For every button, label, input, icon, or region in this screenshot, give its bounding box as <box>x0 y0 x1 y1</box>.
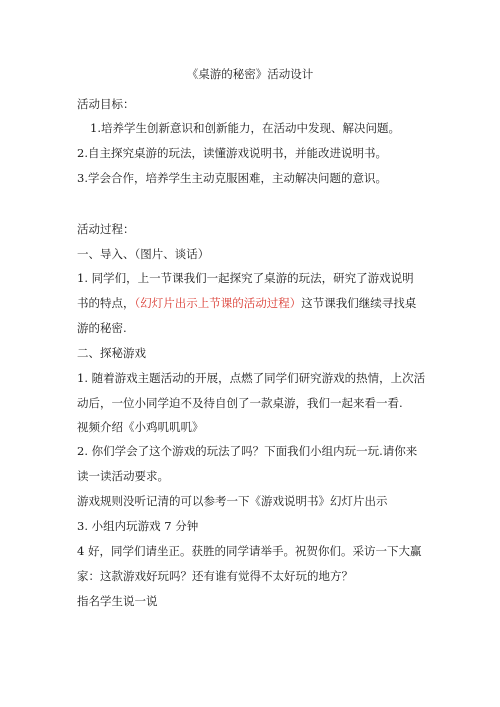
slide-note-highlight: （幻灯片出示上节课的活动过程） <box>134 296 302 310</box>
goals-heading: 活动目标： <box>77 97 135 111</box>
section2-para2-line1: 2. 你们学会了这个游戏的玩法了吗？下面我们小组内玩一玩.请你来 <box>77 444 418 458</box>
section2-rules-note: 游戏规则没听记清的可以参考一下《游戏说明书》幻灯片出示 <box>77 494 388 508</box>
section1-para1-line1: 1. 同学们，上一节课我们一起探究了桌游的玩法，研究了游戏说明 <box>77 271 414 285</box>
process-heading: 活动过程： <box>77 222 135 236</box>
goal-item-3: 3.学会合作，培养学生主动克服困难，主动解决问题的意识。 <box>77 171 387 185</box>
section1-para1-line3: 游的秘密. <box>77 321 127 335</box>
section2-para4-line2: 家：这款游戏好玩吗？还有谁有觉得不太好玩的地方？ <box>77 569 353 583</box>
section2-para2-line2: 读一读活动要求。 <box>77 469 169 483</box>
section2-video-note: 视频介绍《小鸡叽叽叽》 <box>77 420 204 434</box>
section2-para5: 指名学生说一说 <box>77 594 158 608</box>
section2-para4-line1: 4 好，同学们请坐正。获胜的同学请举手。祝贺你们。采访一下大赢 <box>77 544 422 558</box>
section1-para1-line2 <box>77 296 437 311</box>
section2-heading: 二、探秘游戏 <box>77 346 146 360</box>
section1-para1-line2-post: 这节课我们继续寻找桌 <box>301 296 417 310</box>
section1-para1-line2-pre: 书的特点， <box>77 296 135 310</box>
document-title: 《桌游的秘密》活动设计 <box>186 67 314 81</box>
goal-item-1: 1.培养学生创新意识和创新能力，在活动中发现、解决问题。 <box>90 121 400 135</box>
section2-para1-line1: 1. 随着游戏主题活动的开展，点燃了同学们研究游戏的热情，上次活 <box>77 371 426 385</box>
goal-item-2: 2.自主探究桌游的玩法，读懂游戏说明书，并能改进说明书。 <box>77 146 387 160</box>
section1-heading: 一、导入、（图片、谈话） <box>77 247 210 261</box>
section2-para1-line2: 动后，一位小同学迫不及待自创了一款桌游，我们一起来看一看. <box>77 396 403 410</box>
section2-para3: 3. 小组内玩游戏 7 分钟 <box>77 519 199 533</box>
